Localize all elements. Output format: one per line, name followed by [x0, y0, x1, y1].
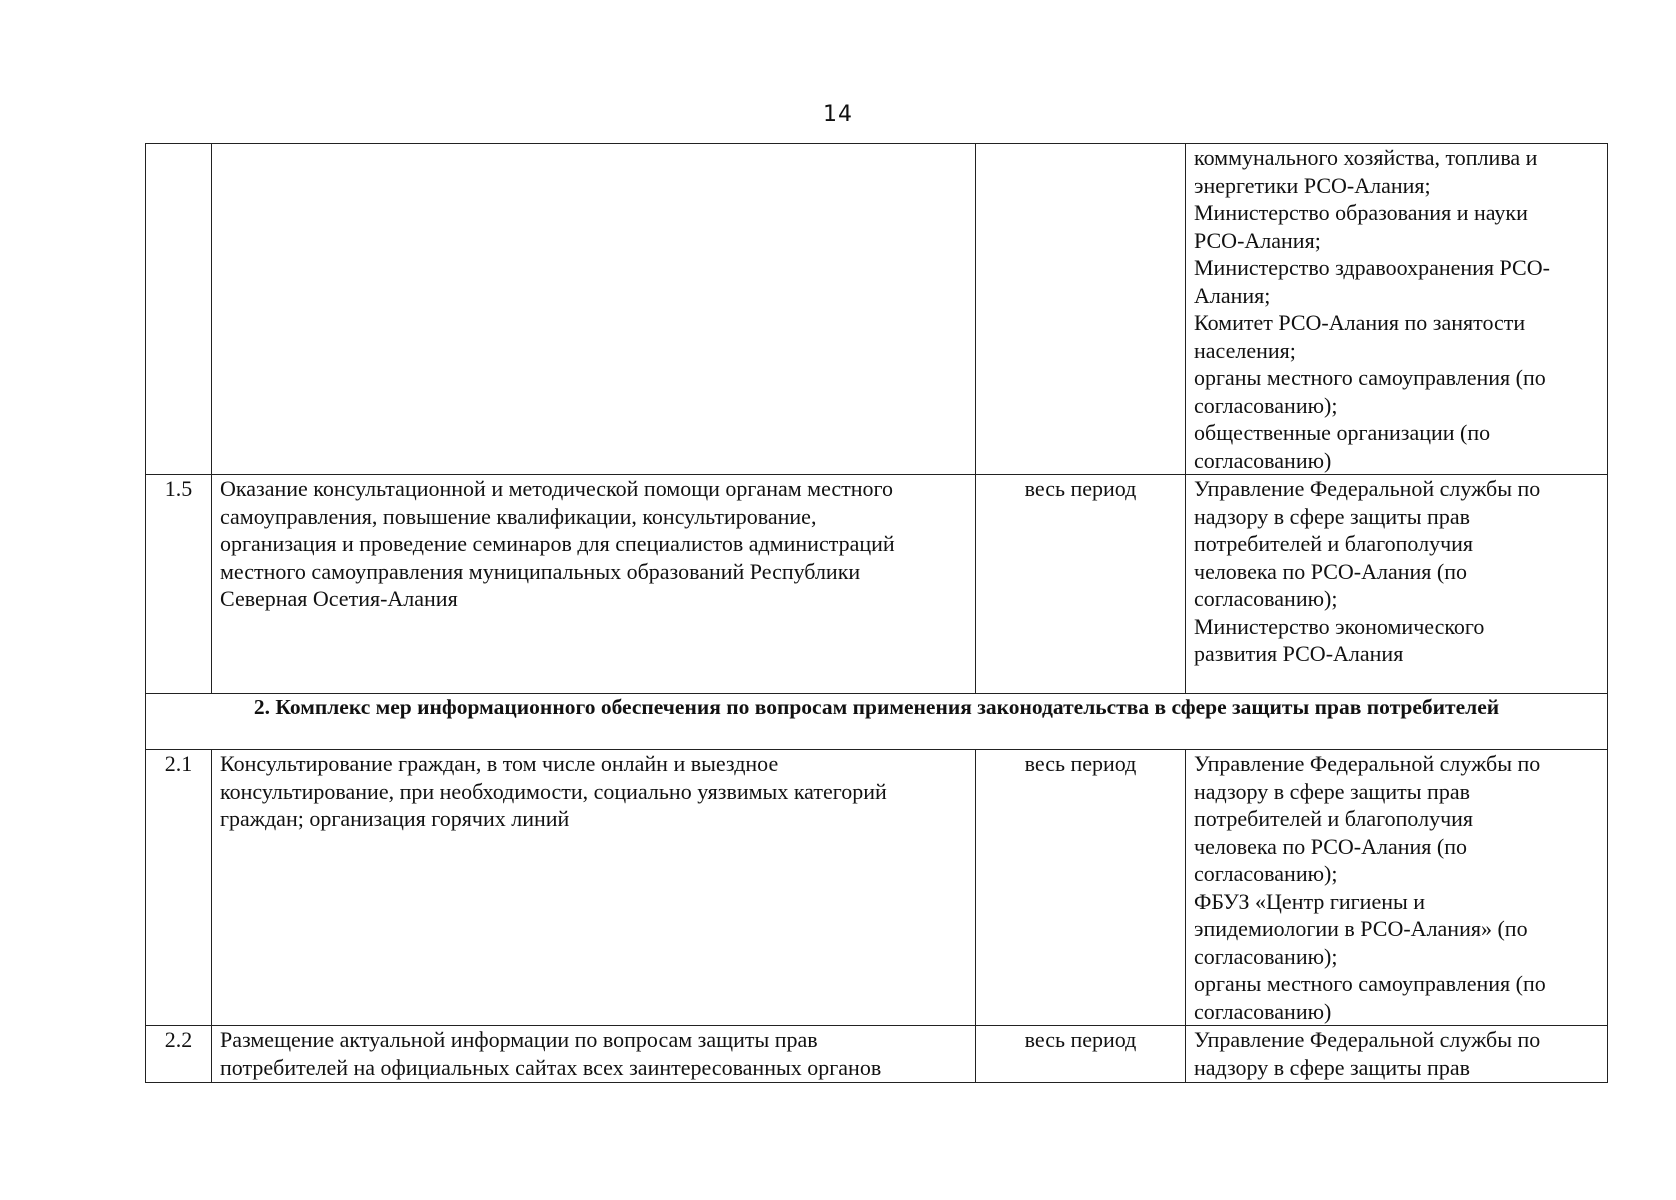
item-executors-cell — [1186, 144, 1608, 475]
description-line: самоуправления, повышение квалификации, консультирование, — [220, 503, 817, 529]
description-line: Консультирование граждан, в том числе онлайн и выездное — [220, 751, 779, 776]
executor-line: Управление Федеральной службы по — [1194, 1027, 1541, 1052]
table-row-2-1 — [146, 750, 1608, 1026]
executor-line: населения; — [1194, 337, 1296, 363]
item-description-cell — [212, 1026, 976, 1083]
executor-line: надзору в сфере защиты прав — [1194, 1054, 1470, 1080]
executor-line: надзору в сфере защиты прав — [1194, 503, 1470, 529]
description-line: местного самоуправления муниципальных образований Республики — [220, 558, 861, 584]
item-term-cell: весь период — [976, 475, 1186, 694]
executor-line: согласованию); — [1194, 392, 1338, 418]
executor-line: Министерство образования и науки — [1194, 200, 1528, 225]
item-description-cell — [212, 475, 976, 694]
table-row-2-2 — [146, 1026, 1608, 1083]
item-executors-cell — [1186, 475, 1608, 694]
executor-line: Комитет РСО-Алания по занятости — [1194, 310, 1526, 335]
executor-line: Алания; — [1194, 282, 1271, 308]
executor-line: потребителей и благополучия — [1194, 806, 1474, 831]
executor-line: потребителей и благополучия — [1194, 531, 1474, 556]
description-line: консультирование, при необходимости, социально уязвимых категорий — [220, 778, 887, 804]
description-line: Размещение актуальной информации по вопросам защиты прав — [220, 1027, 818, 1052]
item-number-cell: 1.5 — [146, 475, 212, 694]
description-line: организация и проведение семинаров для специалистов администраций — [220, 531, 895, 556]
item-number-cell: 2.1 — [146, 750, 212, 1026]
executor-line: Управление Федеральной службы по — [1194, 476, 1541, 501]
executor-line: согласованию) — [1194, 447, 1332, 473]
item-number-cell — [146, 144, 212, 475]
item-term-cell: весь период — [976, 1026, 1186, 1083]
item-description-cell — [212, 750, 976, 1026]
description-line: Оказание консультационной и методической помощи органам местного — [220, 476, 894, 501]
item-executors-cell — [1186, 1026, 1608, 1083]
executor-line: органы местного самоуправления (по — [1194, 365, 1546, 390]
executor-line: человека по РСО-Алания (по — [1194, 558, 1468, 584]
table-row-continuation — [146, 144, 1608, 475]
executor-line: развития РСО-Алания — [1194, 641, 1404, 666]
executor-line: Управление Федеральной службы по — [1194, 751, 1541, 776]
executor-line: согласованию); — [1194, 861, 1338, 886]
executor-line: эпидемиологии в РСО-Алания» (по — [1194, 916, 1528, 941]
executor-line: органы местного самоуправления (по — [1194, 971, 1546, 996]
measures-table — [145, 143, 1608, 1083]
item-term-cell — [976, 144, 1186, 475]
executor-line: согласованию) — [1194, 998, 1332, 1024]
executor-line: согласованию); — [1194, 943, 1338, 969]
executor-line: РСО-Алания; — [1194, 227, 1321, 253]
executor-line: согласованию); — [1194, 586, 1338, 611]
executor-line: Министерство экономического — [1194, 613, 1485, 639]
executor-line: Министерство здравоохранения РСО- — [1194, 255, 1550, 280]
executor-line: энергетики РСО-Алания; — [1194, 172, 1431, 198]
executor-line: коммунального хозяйства, топлива и — [1194, 145, 1538, 170]
item-number-cell: 2.2 — [146, 1026, 212, 1083]
section-title: 2. Комплекс мер информационного обеспечения по вопросам применения законодательства в сфере защиты прав потребителей — [146, 694, 1608, 750]
description-line: потребителей на официальных сайтах всех заинтересованных органов — [220, 1054, 882, 1080]
executor-line: человека по РСО-Алания (по — [1194, 833, 1468, 859]
section-heading-row — [146, 694, 1608, 750]
executor-line: надзору в сфере защиты прав — [1194, 778, 1470, 804]
item-description-cell — [212, 144, 976, 475]
executor-line: ФБУЗ «Центр гигиены и — [1194, 888, 1426, 914]
table-row-1-5 — [146, 475, 1608, 694]
item-executors-cell — [1186, 750, 1608, 1026]
page-number: 14 — [823, 102, 853, 127]
description-line: граждан; организация горячих линий — [220, 806, 570, 831]
description-line: Северная Осетия-Алания — [220, 586, 458, 611]
executor-line: общественные организации (по — [1194, 420, 1491, 445]
item-term-cell: весь период — [976, 750, 1186, 1026]
